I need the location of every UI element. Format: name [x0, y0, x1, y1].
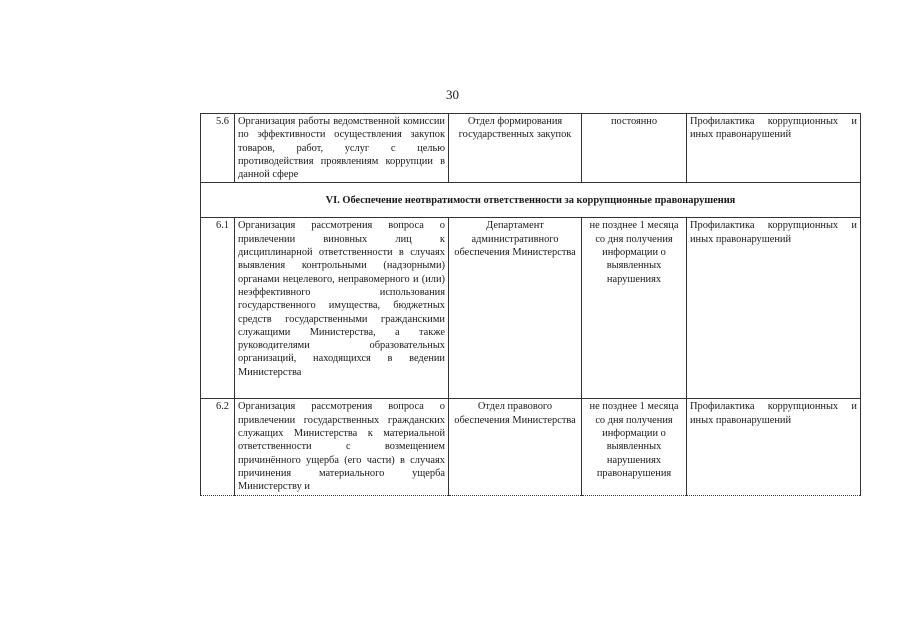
measure-description: Организация рассмотрения вопроса о привлечении государственных гражданских служащих Министерства к материальной ответственности с возмещением причинённого ущерба (его части) в случаях причинения материального ущерба Министерству и: [235, 399, 449, 495]
expected-result: Профилактика коррупционных и иных правонарушений: [687, 114, 861, 183]
responsible-unit: Отдел правового обеспечения Министерства: [449, 399, 582, 495]
expected-result: Профилактика коррупционных и иных правонарушений: [687, 399, 861, 495]
section-title: VI. Обеспечение неотвратимости ответственности за коррупционные правонарушения: [201, 183, 861, 218]
page-number: 30: [446, 87, 459, 102]
table-row: [201, 114, 861, 183]
row-number: 6.1: [201, 218, 235, 399]
table-row: [201, 399, 861, 495]
table-row: [201, 218, 861, 399]
measure-description: Организация рассмотрения вопроса о привлечении виновных лиц к дисциплинарной ответственности в случаях выявления контрольными (надзорными) органами нецелевого, неправомерного и (или) неэффективного использования государственного имущества, бюджетных средств государственными гражданскими служащими Министерства, а также руководителями образовательных организаций, находящихся в ведении Министерства: [235, 218, 449, 399]
measure-description: Организация работы ведомственной комиссии по эффективности осуществления закупок товаров, работ, услуг с целью противодействия проявлениям коррупции в данной сфере: [235, 114, 449, 183]
expected-result: Профилактика коррупционных и иных правонарушений: [687, 218, 861, 399]
section-header-row: [201, 183, 861, 218]
deadline: постоянно: [582, 114, 687, 183]
responsible-unit: Департамент административного обеспечения Министерства: [449, 218, 582, 399]
deadline: не позднее 1 месяца со дня получения информации о выявленных нарушениях правонарушения: [582, 399, 687, 495]
row-number: 6.2: [201, 399, 235, 495]
responsible-unit: Отдел формирования государственных закупок: [449, 114, 582, 183]
deadline: не позднее 1 месяца со дня получения информации о выявленных нарушениях: [582, 218, 687, 399]
row-number: 5.6: [201, 114, 235, 183]
action-plan-table: [200, 113, 861, 496]
